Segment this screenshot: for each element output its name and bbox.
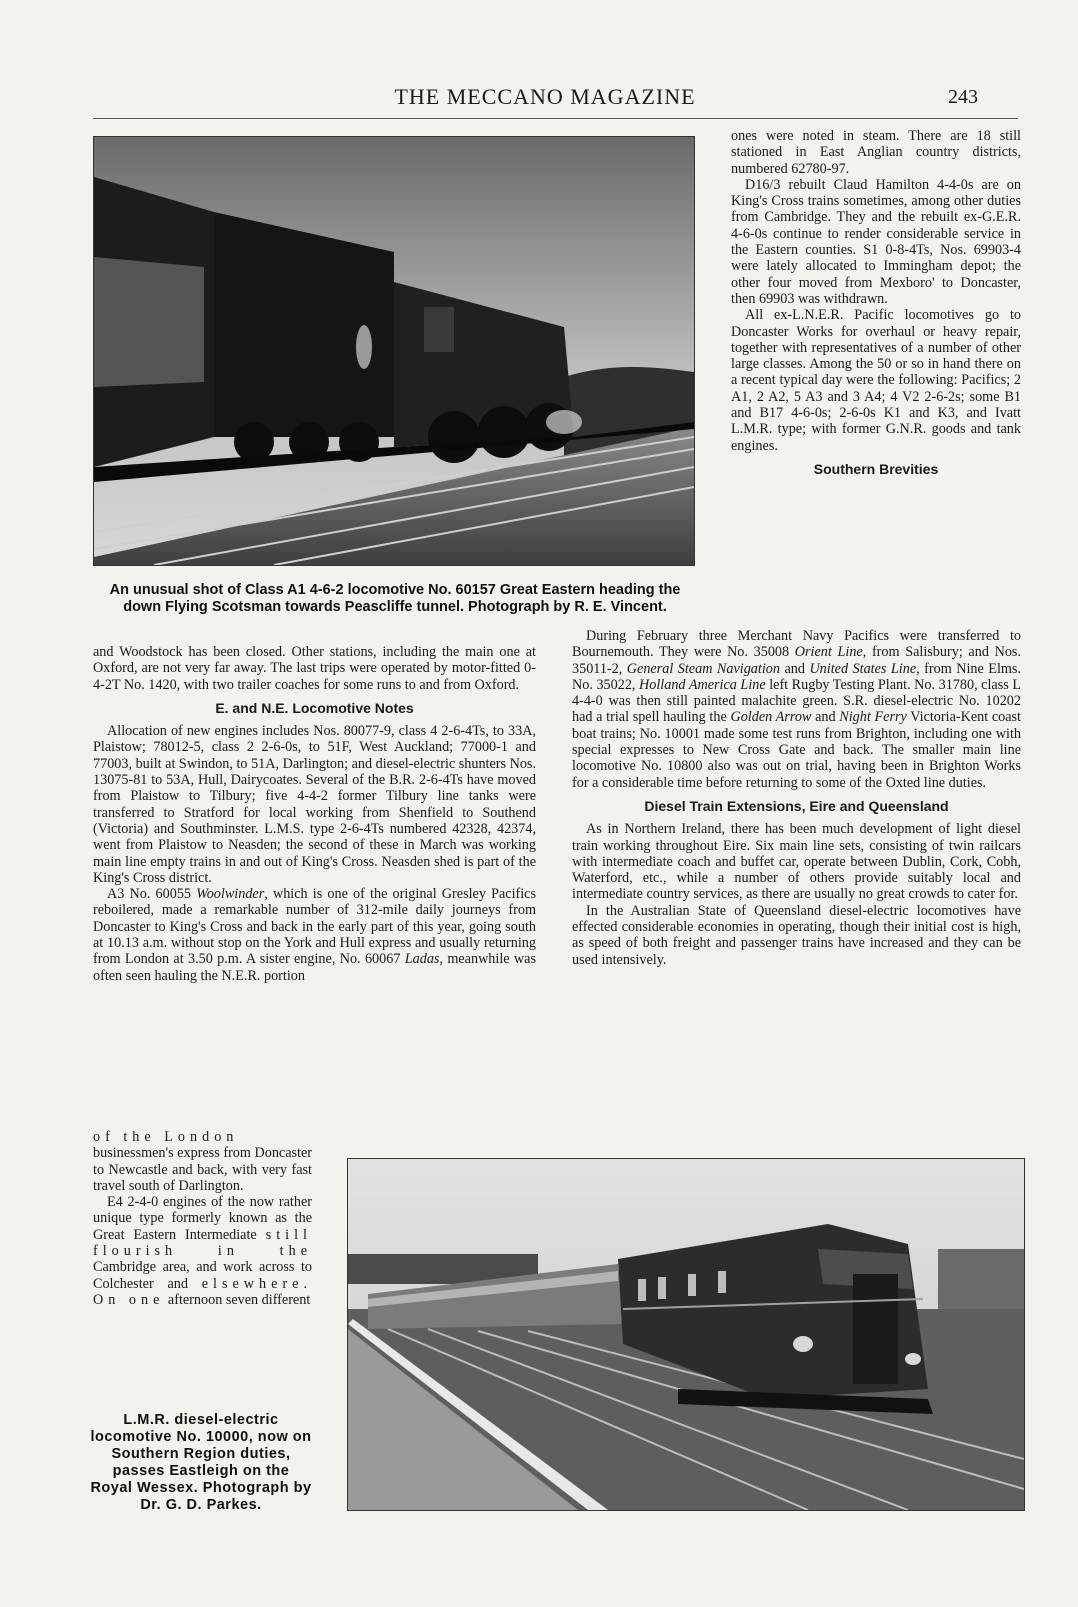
paragraph: businessmen's express from Doncaster to Newcastle and back, with very fast travel south of Darlington.: [93, 1145, 312, 1194]
photo-caption-steam: An unusual shot of Class A1 4-6-2 locomotive No. 60157 Great Eastern heading the down Flying Scotsman towards Peascliffe tunnel. Photograph by R. E. Vincent.: [109, 582, 681, 615]
paragraph: and Woodstock has been closed. Other stations, including the main one at Oxford, are not very far away. The last trips were operated by motor-fitted 0-4-2T No. 1420, with two trailer coaches for some runs to and from Oxford.: [93, 644, 536, 693]
section-heading-diesel-train-extensions: Diesel Train Extensions, Eire and Queensland: [644, 797, 949, 814]
page-header-title: THE MECCANO MAGAZINE: [394, 84, 696, 109]
paragraph: As in Northern Ireland, there has been much development of light diesel train working throughout Eire. Six main line sets, consisting of twin railcars with intermediate coach and buffet car, operate between Dublin, Cork, Cobh, Waterford, etc., while a number of others provide suitably local and intermediate country services, as there are usually no great crowds to cater for.: [572, 821, 1021, 903]
paragraph: ones were noted in steam. There are 18 still stationed in East Anglian country districts, numbered 62780-97.: [731, 128, 1021, 177]
page-number: 243: [948, 86, 978, 108]
paragraph: In the Australian State of Queensland diesel-electric locomotives have effected considerable economies in operating, though their initial cost is high, as speed of both freight and passenger trains have increased and they can be used intensively.: [572, 902, 1021, 968]
section-heading-en-locomotive-notes: E. and N.E. Locomotive Notes: [215, 699, 414, 716]
article-column-left: [93, 644, 536, 984]
paragraph-fragment: of the London: [93, 1129, 239, 1145]
paragraph: E4 2-4-0 engines of the now rather unique type formerly known as the Great Eastern Intermediate still flourish in the Cambridge area, and work across to Colchester and elsewhere. On one afternoon seven different: [93, 1194, 312, 1308]
section-heading-southern-brevities: Southern Brevities: [813, 460, 939, 477]
paragraph: During February three Merchant Navy Pacifics were transferred to Bournemouth. They were No. 35008 Orient Line, from Salisbury; and Nos. 35011-2, General Steam Navigation and United States Line, from Nine Elms. No. 35022, Holland America Line left Rugby Testing Plant. No. 31780, class L 4-4-0 was then still painted malachite green. S.R. diesel-electric No. 10202 had a trial spell hauling the Golden Arrow and Night Ferry Victoria-Kent coast boat trains; No. 10001 made some test runs from Brighton, including one with special expresses to New Cross Gate and back. The smaller main line locomotive No. 10800 also was out on trial, having been in Brighton Works for a considerable time before returning to some of the Oxted line duties.: [572, 628, 1022, 791]
header-rule: [93, 118, 1018, 119]
article-column-right-bottom: [572, 628, 1021, 968]
photo-caption-diesel: L.M.R. diesel-electric locomotive No. 10000, now on Southern Region duties, passes Eastleigh on the Royal Wessex. Photograph by Dr. G. D. Parkes.: [90, 1412, 312, 1513]
photo-diesel-locomotive: [347, 1158, 1025, 1511]
photo-steam-locomotive: [93, 136, 695, 566]
paragraph: All ex-L.N.E.R. Pacific locomotives go to Doncaster Works for overhaul or heavy repair, together with representatives of a number of other large classes. Among the 50 or so in hand there on a recent typical day were the following: Pacifics; 2 A1, 2 A2, 5 A3 and 3 A4; 4 V2 2-6-2s; some B1 and B17 4-6-0s; 2-6-0s K1 and K3, and Ivatt L.M.R. type; with former G.N.R. goods and tank engines.: [731, 307, 1021, 454]
paragraph: D16/3 rebuilt Claud Hamilton 4-4-0s are on King's Cross trains sometimes, among other duties from Cambridge. They and the rebuilt ex-G.E.R. 4-6-0s continue to render considerable service in the Eastern counties. S1 0-8-4Ts, Nos. 69903-4 were lately allocated to Immingham depot; the other four moved from Mexboro' to Doncaster, then 69903 was withdrawn.: [731, 176, 1021, 307]
paragraph: Allocation of new engines includes Nos. 80077-9, class 4 2-6-4Ts, to 33A, Plaistow; 78012-5, class 2 2-6-0s, to 51F, West Auckland; 77000-1 and 77003, built at Swindon, to 51A, Darlington; and diesel-electric shunters Nos. 13075-81 to 53A, Hull, Dairycoates. Several of the B.R. 2-6-4Ts have moved from Plaistow to Tilbury; five 4-4-2 former Tilbury line tanks were transferred to Stratford for local working from Shenfield to Southend (Victoria) and Southminster. L.M.S. type 2-6-4Ts numbered 42328, 42374, went from Plaistow to Neasden; the second of these in March was working main line empty trains in and out of King's Cross. Neasden shed is part of the King's Cross district.: [93, 723, 536, 886]
paragraph: A3 No. 60055 Woolwinder, which is one of the original Gresley Pacifics reboilered, made a remarkable number of 312-mile daily journeys from Doncaster to King's Cross and back in the early part of this year, going south at 10.13 a.m. without stop on the York and Hull express and usually returning from London at 3.50 p.m. A sister engine, No. 60067 Ladas, meanwhile was often seen hauling the N.E.R. portion: [93, 886, 537, 984]
article-column-left-narrow: [93, 1129, 312, 1308]
article-column-right-top: [731, 128, 1021, 484]
